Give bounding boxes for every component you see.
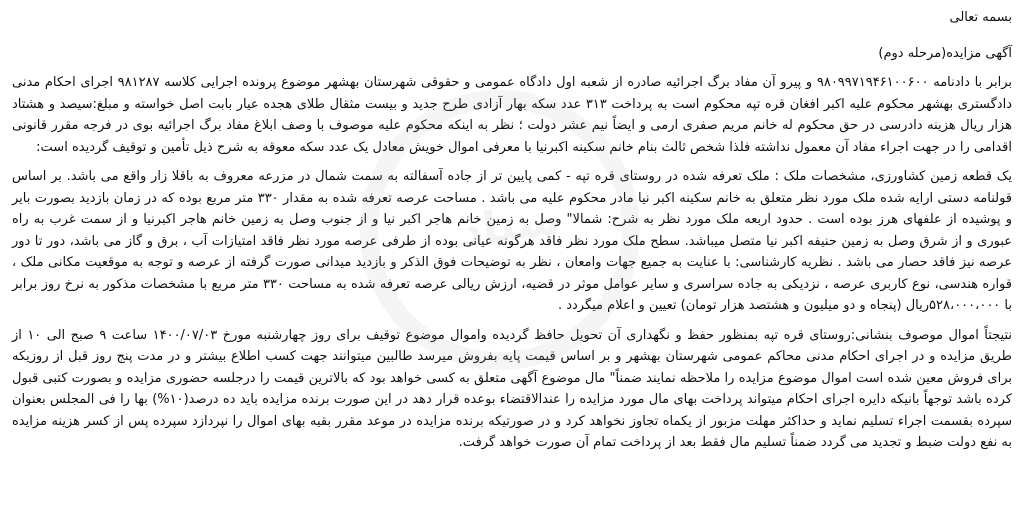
bismillah-heading: بسمه تعالی <box>949 10 1012 25</box>
paragraph-intro: برابر با دادنامه ۹۸۰۹۹۷۱۹۴۶۱۰۰۶۰۰ و پیرو آن مفاد برگ اجرائیه صادره از شعبه اول دادگاه عمومی و حقوقی شهرستان بهشهر موضوع پرونده اجرایی کلاسه ۹۸۱۲۸۷ اجرای احکام مدنی دادگستری بهشهر محکوم علیه اکبر افغان قره تپه محکوم است به پرداخت ۳۱۳ عدد سکه بهار آزادی طرح جدید و بیست مثقال طلای هجده عیار بابت اصل خواسته و مبلغ:سیصد و هشتاد هزار ریال هزینه دادرسی در حق محکوم له خانم مریم صفری ارمی و ایضاً نیم عشر دولت ؛ نظر به اینکه محکوم علیه موصوف با وصف ابلاغ مفاد برگ اجرائیه بوی در فرجه مقرر قانونی اقدامی را در جهت اجراء مفاد آن معمول نداشته فلذا شخص ثالث بنام خانم سکینه اکبرنیا با معرفی اموال خویش معادل یک عدد سکه معوقه به شرح ذیل تأمین و توقیف گردیده است: <box>12 75 1012 155</box>
watermark-text: ستاد <box>456 193 564 258</box>
paragraph-auction-terms: نتیجتاً اموال موصوف بنشانی:روستای قره تپه بمنظور حفظ و نگهداری آن تحویل حافظ گردیده واموال موضوع توقیف برای روز چهارشنبه مورخ ۱۴۰۰/۰۷/۰۳ ساعت ۹ صبح الی ۱۰ از طریق مزایده و در اجرای احکام مدنی محاکم عمومی شهرستان بهشهر و بر اساس قیمت پایه بفروش میرسد طالبین میتوانند جهت کسب اطلاع بیشتر و در مدت پنج روز قبل از روزیکه برای فروش معین شده است اموال موضوع مزایده را ملاحظه نمایند ضمناً" مال موضوع آگهی متعلق به کسی خواهد بود که بالاترین قیمت را درجلسه حضوری مزایده و بصورت کتبی قبول کرده باشد توجهاً بانیکه دایره اجرای احکام میتواند پرداخت بهای مال مورد مزایده را عندالاقتضاء بوعده قرار دهد در این صورت برنده مزایده باید ده درصد(۱۰%) بها را فی المجلس بعنوان سپرده بقسمت اجراء تسلیم نماید و حداکثر مهلت مزبور از یکماه تجاوز نخواهد کرد و در صورتیکه برنده مزایده در موعد مقرر بقیه بهای اموال را نپردازد سپرده پس از کسر هزینه مزایده به نفع دولت ضبط و تجدید می گردد ضمناً تسلیم مال فقط بعد از پرداخت تمام آن صورت خواهد گرفت. <box>12 327 1012 450</box>
notice-title: آگهی مزایده(مرحله دوم) <box>878 46 1012 61</box>
paragraph-property-details: یک قطعه زمین کشاورزی، مشخصات ملک : ملک تعرفه شده در روستای قره تپه - کمی پایین تر از جاده آسفالته به سمت شمال در مزرعه معروف به باقلا زار واقع می باشد. بر اساس قولنامه دستی ارایه شده ملک مورد نظر متعلق به خانم سکینه اکبر نیا مادر محکوم علیه می باشد . مساحت عرصه تعرفه شده به مقدار ۳۳۰ متر مربع بوده که در زمان بازدید بصورت بایر و پوشیده از علفهای هرز بوده است . حدود اربعه ملک مورد نظر به شرح: شمالا" وصل به زمین خانم هاجر اکبر نیا و از جنوب وصل به زمین خانم هاجر اکبرنیا و از سمت غرب به راه عبوری و از شرق وصل به زمین حنیفه اکبر نیا متصل میباشد. سطح ملک مورد نظر فاقد هرگونه عیانی بوده از طرفی عرصه مورد نظر فاقد امتیازات آب ، برق و گاز می باشد، دور تا دور عرصه نیز فاقد حصار می باشد . نظریه کارشناسی: با عنایت به جمیع جهات وامعان ، نظر به توضیحات فوق الذکر و بازدید میدانی صورت گرفته از عرصه و توجه به موقعیت مکانی ملک ، قواره هندسی، نوع کاربری عرصه ، نزدیکی به جاده سراسری و سایر عوامل موثر در قضیه، ارزش ریالی عرصه تعرفه شده به مساحت ۳۳۰ متر مربع با مشخصات مذکور به نرخ روز برابر با ۵۲۸،۰۰۰،۰۰۰ریال (پنجاه و دو میلیون و هشتصد هزار تومان) تعیین و اعلام میگردد . <box>12 169 1013 313</box>
